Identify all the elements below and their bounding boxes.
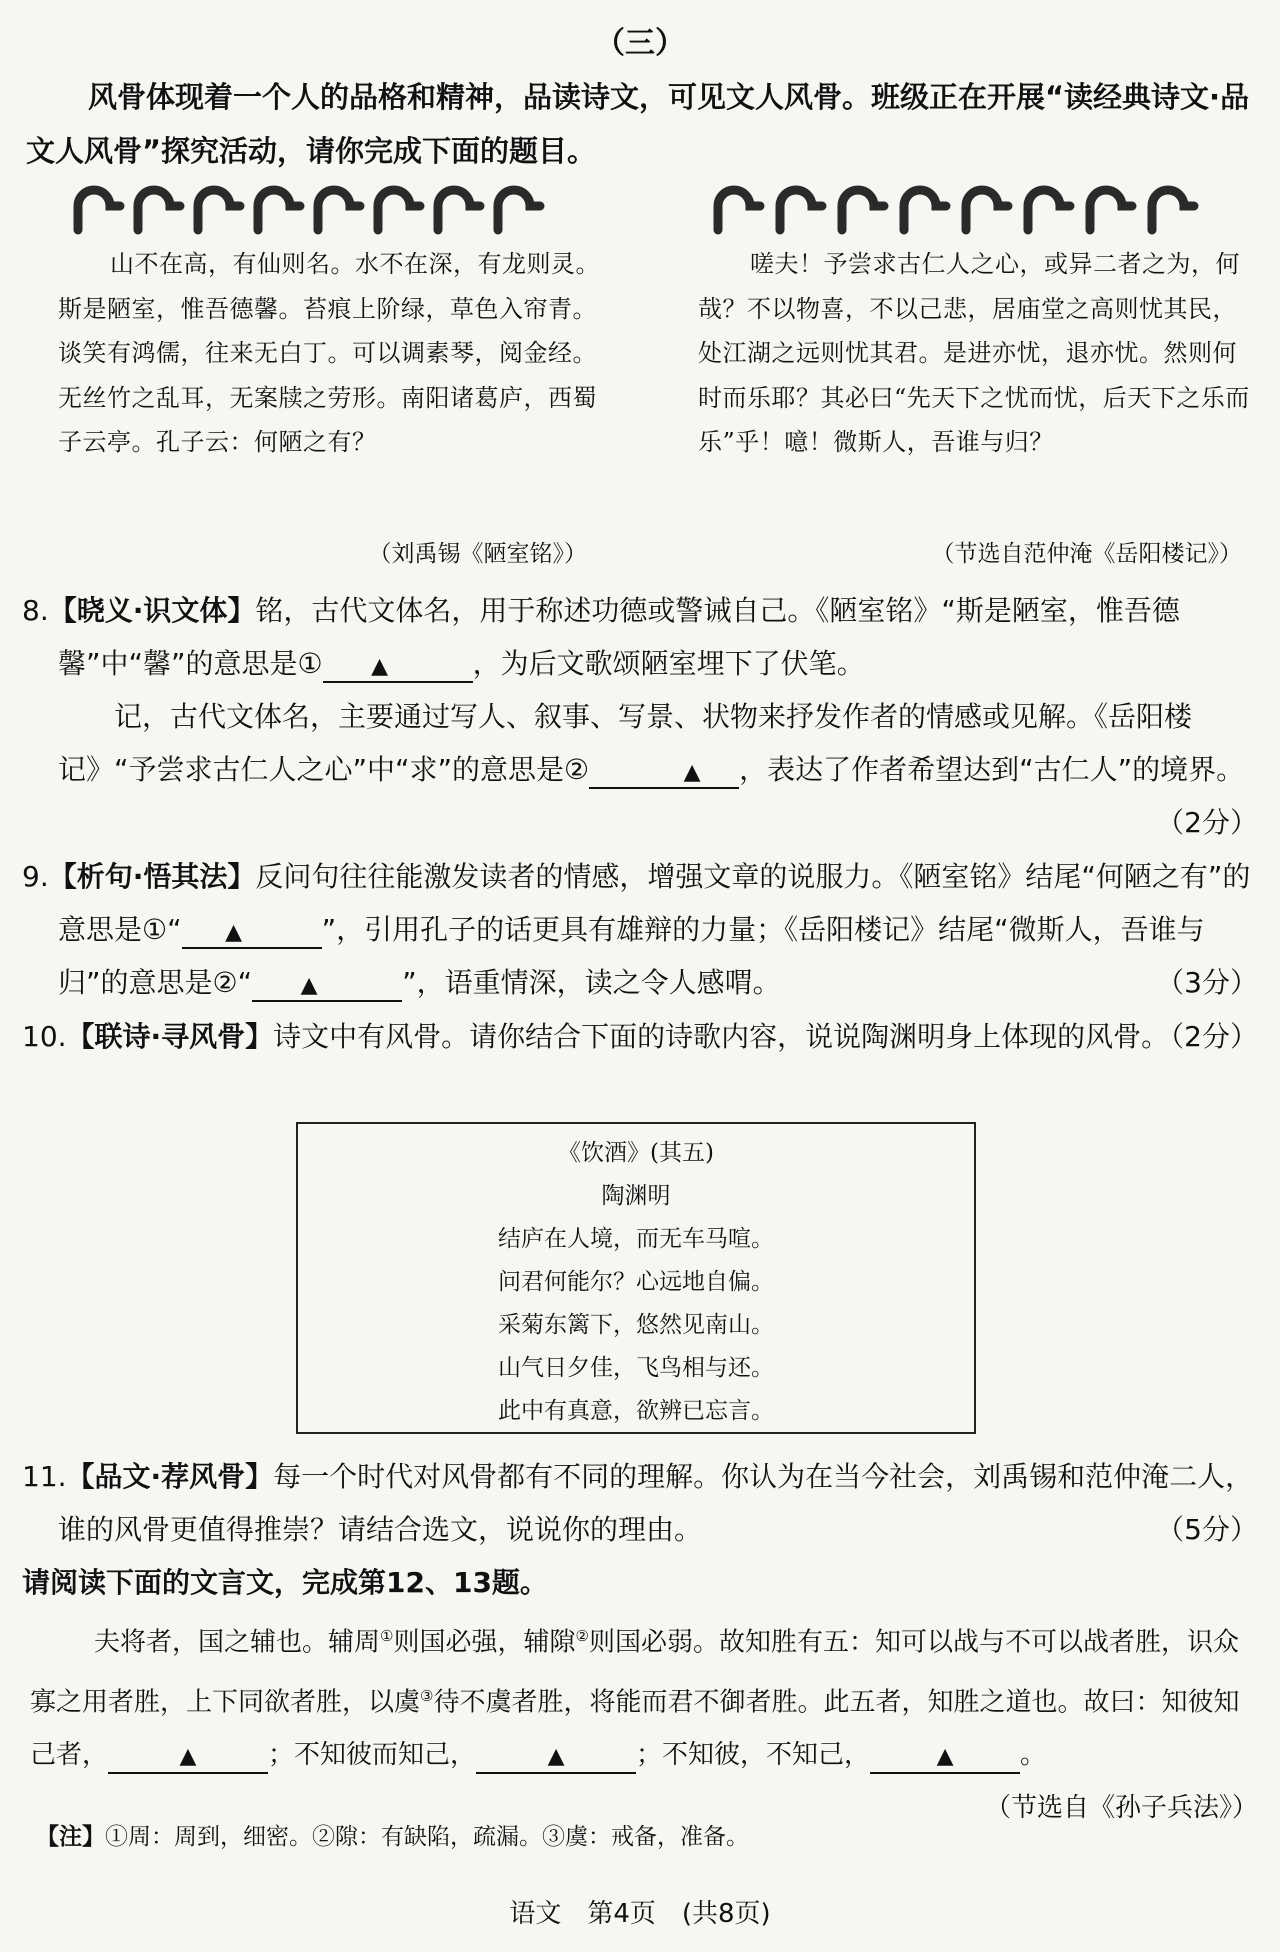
q8-tag: 【晓义·识文体】 bbox=[48, 594, 256, 627]
passage-text: 。 bbox=[1020, 1740, 1047, 1771]
question-10 bbox=[22, 1010, 1258, 1063]
footnote-mark: ② bbox=[575, 1627, 589, 1645]
q9-score: （3分） bbox=[1156, 966, 1258, 999]
page-footer: 语文 第4页 (共8页) bbox=[509, 1899, 771, 1929]
note-label: 【注】 bbox=[36, 1824, 105, 1850]
section-title: （三） bbox=[595, 26, 685, 61]
poem-line: 采菊东篱下，悠然见南山。 bbox=[498, 1312, 774, 1338]
triangle-icon: ▲ bbox=[547, 1744, 565, 1770]
triangle-icon: ▲ bbox=[371, 654, 389, 679]
passage-source: （节选自《孙子兵法》） bbox=[984, 1793, 1258, 1824]
poem-line: 此中有真意，欲辨已忘言。 bbox=[498, 1398, 774, 1424]
right-panel-text: 嗟夫！予尝求古仁人之心，或异二者之为，何哉？不以物喜，不以己悲，居庙堂之高则忧其民，处江湖之远则忧其君。是进亦忧，退亦忧。然则何时而乐耶？其必曰“先天下之忧而忧，后天下之乐而乐”乎！噫！微斯人，吾谁与归？ bbox=[698, 250, 1250, 456]
passage-text: ；不知彼，不知己， bbox=[636, 1740, 871, 1771]
passage-answer-blank-1[interactable] bbox=[108, 1740, 268, 1774]
footnote-mark: ③ bbox=[420, 1686, 434, 1705]
question-8 bbox=[22, 584, 1258, 849]
triangle-icon: ▲ bbox=[683, 760, 701, 785]
q11-number: 11. bbox=[22, 1460, 67, 1493]
q10-text: 诗文中有风骨。请你结合下面的诗歌内容，说说陶渊明身上体现的风骨。 bbox=[273, 1020, 1170, 1053]
left-panel-source: （刘禹锡《陋室铭》） bbox=[368, 541, 587, 567]
poem-line: 山气日夕佳，飞鸟相与还。 bbox=[498, 1355, 774, 1381]
passage-text: 则国必弱。故知胜有五：知可以战与不可以战者胜，识众寡之用者胜，上下同欲者胜，以虞 bbox=[30, 1627, 1239, 1718]
left-text-panel bbox=[58, 180, 603, 570]
intro-paragraph: 风骨体现着一个人的品格和精神，品读诗文，可见文人风骨。班级正在开展“读经典诗文·品文人风骨”探究活动，请你完成下面的题目。 bbox=[26, 80, 1250, 168]
q8-answer-blank-1[interactable] bbox=[323, 649, 473, 683]
q10-score: （2分） bbox=[1156, 1020, 1258, 1053]
passage-text: 待不虞者胜，将能而君不御者胜。此五者，知胜之道也。故曰：知彼知己者， bbox=[30, 1687, 1240, 1771]
q10-number: 10. bbox=[22, 1020, 67, 1053]
q8-text-1b: ，为后文歌颂陋室埋下了伏笔。 bbox=[472, 647, 865, 680]
classical-passage bbox=[30, 1610, 1258, 1835]
q8-text-1a: 铭，古代文体名，用于称述功德或警诫自己。《陋室铭》“斯是陋室，惟吾德馨”中“馨”的意思是① bbox=[58, 594, 1180, 680]
q9-text-c: ”，语重情深，读之令人感喟。 bbox=[402, 966, 781, 999]
q9-number: 9. bbox=[22, 860, 49, 893]
q9-text-b: ”，引用孔子的话更具有雄辩的力量；《岳阳楼记》结尾“微斯人，吾谁与归”的意思是②“ bbox=[58, 913, 1205, 999]
binder-rings-icon bbox=[698, 180, 1258, 236]
poem-box bbox=[296, 1122, 976, 1434]
question-9 bbox=[22, 850, 1258, 1009]
q10-tag: 【联诗·寻风骨】 bbox=[66, 1020, 274, 1053]
reading-instruction: 请阅读下面的文言文，完成第12、13题。 bbox=[22, 1566, 548, 1599]
footnotes bbox=[36, 1818, 749, 1851]
poem-line: 问君何能尔？心远地自偏。 bbox=[498, 1269, 774, 1295]
q8-score: （2分） bbox=[1156, 806, 1258, 839]
q9-answer-blank-1[interactable] bbox=[182, 915, 322, 949]
passage-text: 夫将者，国之辅也。辅周 bbox=[94, 1627, 381, 1658]
triangle-icon: ▲ bbox=[936, 1744, 954, 1770]
passage-answer-blank-2[interactable] bbox=[476, 1740, 636, 1774]
poem-title: 《饮酒》(其五) bbox=[558, 1140, 714, 1166]
q8-number: 8. bbox=[22, 594, 49, 627]
binder-rings-icon bbox=[58, 180, 603, 236]
right-panel-source: （节选自范仲淹《岳阳楼记》） bbox=[931, 541, 1242, 567]
q11-score: （5分） bbox=[1156, 1513, 1258, 1546]
passage-text: 则国必强，辅隙 bbox=[393, 1627, 576, 1658]
poem-line: 结庐在人境，而无车马喧。 bbox=[498, 1226, 774, 1252]
footnote-mark: ① bbox=[380, 1627, 394, 1645]
q8-answer-blank-2[interactable] bbox=[589, 755, 739, 789]
q11-tag: 【品文·荐风骨】 bbox=[66, 1460, 274, 1493]
triangle-icon: ▲ bbox=[179, 1744, 197, 1770]
q11-text: 每一个时代对风骨都有不同的理解。你认为在当今社会，刘禹锡和范仲淹二人，谁的风骨更值得推崇？请结合选文，说说你的理由。 bbox=[58, 1460, 1254, 1546]
q9-tag: 【析句·悟其法】 bbox=[48, 860, 256, 893]
poem-author: 陶渊明 bbox=[601, 1183, 671, 1209]
right-text-panel bbox=[698, 180, 1258, 570]
left-panel-text: 山不在高，有仙则名。水不在深，有龙则灵。斯是陋室，惟吾德馨。苔痕上阶绿，草色入帘青。谈笑有鸿儒，往来无白丁。可以调素琴，阅金经。无丝竹之乱耳，无案牍之劳形。南阳诸葛庐，西蜀子云亭。孔子云：何陋之有？ bbox=[58, 250, 600, 456]
q8-text-2a: 记，古代文体名，主要通过写人、叙事、写景、状物来抒发作者的情感或见解。《岳阳楼记》“予尝求古仁人之心”中“求”的意思是② bbox=[58, 700, 1193, 786]
q8-text-2b: ，表达了作者希望达到“古仁人”的境界。 bbox=[739, 753, 1245, 786]
passage-answer-blank-3[interactable] bbox=[870, 1740, 1020, 1774]
q9-answer-blank-2[interactable] bbox=[252, 968, 402, 1002]
question-11 bbox=[22, 1450, 1258, 1556]
passage-text: ；不知彼而知己， bbox=[268, 1740, 477, 1771]
note-text: ①周：周到，细密。②隙：有缺陷，疏漏。③虞：戒备，准备。 bbox=[105, 1824, 749, 1850]
triangle-icon: ▲ bbox=[225, 920, 243, 945]
q9-text-a: 反问句往往能激发读者的情感，增强文章的说服力。《陋室铭》结尾“何陋之有”的意思是①“ bbox=[58, 860, 1251, 946]
triangle-icon: ▲ bbox=[300, 973, 318, 998]
